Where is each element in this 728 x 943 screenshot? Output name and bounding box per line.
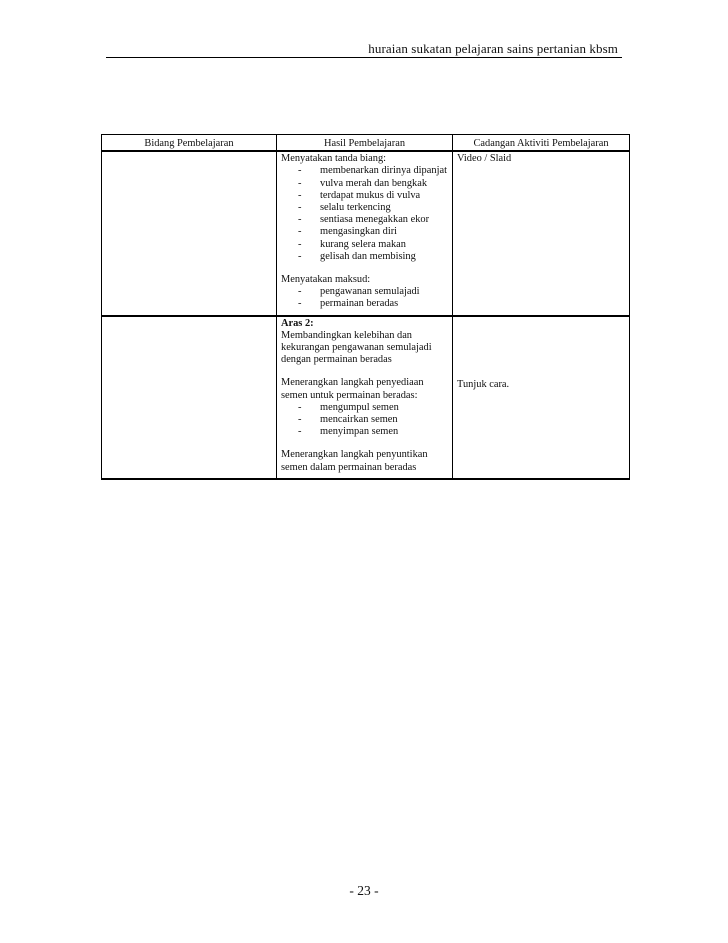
list-item: - mengumpul semen — [296, 402, 448, 414]
compare-text: Membandingkan kelebihan dan kekurangan pengawanan semulajadi dengan permainan beradas — [281, 329, 432, 366]
learning-outcome-cell — [277, 151, 453, 315]
page-number: - 23 - — [349, 883, 379, 898]
list-item: - gelisah dan membising — [296, 251, 448, 263]
page-header — [106, 40, 622, 58]
learning-area-cell — [102, 151, 277, 315]
list-item: - menyimpan semen — [296, 426, 448, 438]
meaning-list — [281, 286, 448, 310]
outcome-intro: Menyatakan maksud: — [281, 274, 371, 286]
list-item: - vulva merah dan bengkak — [296, 178, 448, 190]
table-header-row — [102, 135, 630, 152]
list-item: - membenarkan dirinya dipanjat — [296, 165, 448, 177]
heat-signs-list — [281, 165, 448, 263]
list-item: - mengasingkan diri — [296, 226, 448, 238]
activity-text: Tunjuk cara. — [457, 378, 510, 390]
column-header-learning-outcome: Hasil Pembelajaran — [277, 135, 453, 152]
header-title: huraian sukatan pelajaran sains pertanian kbsm — [368, 41, 618, 56]
list-item: - terdapat mukus di vulva — [296, 190, 448, 202]
activity-cell — [453, 316, 630, 479]
list-item: - selalu terkencing — [296, 202, 448, 214]
activity-text: Video / Slaid — [457, 153, 512, 165]
syllabus-table — [101, 134, 630, 480]
prep-intro: Menerangkan langkah penyediaan semen untuk permainan beradas: — [281, 377, 424, 401]
list-item: - kurang selera makan — [296, 239, 448, 251]
table-row — [102, 316, 630, 479]
column-header-suggested-activity: Cadangan Aktiviti Pembelajaran — [453, 135, 630, 152]
activity-cell — [453, 151, 630, 315]
list-item: - mencairkan semen — [296, 414, 448, 426]
learning-area-cell — [102, 316, 277, 479]
table-row — [102, 151, 630, 315]
inject-text: Menerangkan langkah penyuntikan semen dalam permainan beradas — [281, 449, 428, 473]
list-item: - sentiasa menegakkan ekor — [296, 214, 448, 226]
level-title: Aras 2: — [281, 317, 314, 329]
outcome-intro: Menyatakan tanda biang: — [281, 153, 387, 165]
learning-outcome-cell — [277, 316, 453, 479]
list-item: - pengawanan semulajadi — [296, 286, 448, 298]
list-item: - permainan beradas — [296, 298, 448, 310]
semen-prep-list — [281, 402, 448, 439]
column-header-learning-area: Bidang Pembelajaran — [102, 135, 277, 152]
